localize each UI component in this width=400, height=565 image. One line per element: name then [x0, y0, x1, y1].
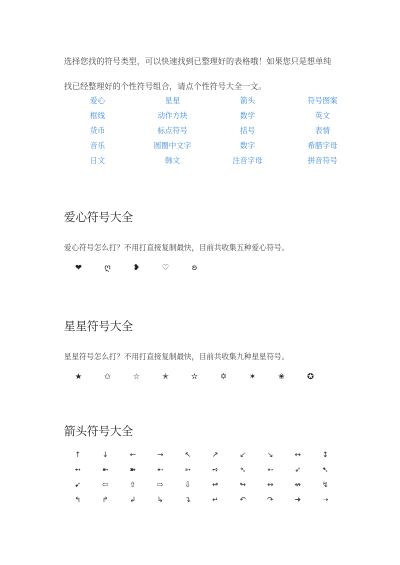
arrow-symbol[interactable]: ➝ [322, 495, 329, 504]
arrow-symbol[interactable]: ↫ [212, 480, 219, 489]
arrow-symbol[interactable]: ➳ [184, 465, 191, 474]
stars-description: 星星符号怎么打？不用打直接复制最快，目前共收集九种星星符号。 [64, 352, 289, 361]
category-link-stars[interactable]: 星星 [165, 96, 180, 105]
star-symbol[interactable]: ✩ [104, 372, 111, 381]
arrow-symbol-row [64, 447, 354, 462]
arrow-symbol[interactable]: ↙ [239, 450, 246, 459]
category-link-bopomofo[interactable]: 注音字母 [232, 156, 263, 165]
arrow-symbol[interactable]: ↖ [184, 450, 191, 459]
arrow-symbol[interactable]: ➽ [129, 465, 136, 474]
arrow-symbol-row [64, 477, 354, 492]
arrow-symbol[interactable]: ↗ [212, 450, 219, 459]
category-link-math[interactable]: 数学 [240, 111, 255, 120]
arrow-symbol[interactable]: ↰ [74, 495, 81, 504]
category-link-music[interactable]: 音乐 [90, 141, 105, 150]
category-link-brackets[interactable]: 括号 [240, 126, 255, 135]
arrows-symbol-grid [64, 447, 354, 507]
arrow-symbol[interactable]: ➜ [294, 495, 301, 504]
category-row [60, 93, 360, 108]
category-row [60, 108, 360, 123]
stars-symbol-row [64, 372, 354, 381]
arrow-symbol[interactable]: ➵ [267, 465, 274, 474]
arrow-symbol[interactable]: ➻ [74, 465, 81, 474]
arrow-symbol[interactable]: ➴ [239, 465, 246, 474]
hearts-heading: 爱心符号大全 [64, 210, 133, 224]
category-link-symbol-patterns[interactable]: 符号图案 [307, 96, 338, 105]
arrow-symbol[interactable]: ➷ [322, 465, 329, 474]
star-symbol[interactable]: ✫ [191, 372, 198, 381]
star-symbol[interactable]: ✪ [307, 372, 314, 381]
category-link-korean[interactable]: 韩文 [165, 156, 180, 165]
heart-symbol[interactable]: ღ [104, 263, 111, 272]
star-symbol[interactable]: ✭ [162, 372, 169, 381]
heart-symbol[interactable]: ❥ [133, 263, 140, 272]
arrows-section [64, 423, 354, 507]
arrow-symbol[interactable]: ⇦ [102, 480, 109, 489]
arrow-symbol[interactable]: ⇨ [157, 480, 164, 489]
arrow-symbol[interactable]: ↬ [239, 480, 246, 489]
arrow-symbol[interactable]: ➼ [102, 465, 109, 474]
category-link-numbers[interactable]: 数字 [240, 141, 255, 150]
star-symbol[interactable]: ✬ [278, 372, 285, 381]
star-symbol[interactable]: ✶ [249, 372, 256, 381]
category-row [60, 138, 360, 153]
arrow-symbol[interactable]: ↵ [212, 495, 219, 504]
hearts-description: 爱心符号怎么打？不用打直接复制最快，目前共收集五种爱心符号。 [64, 243, 289, 252]
heart-symbol[interactable]: ♡ [161, 263, 170, 272]
category-link-circled-text[interactable]: 圆圈中文字 [153, 141, 192, 150]
arrow-symbol[interactable]: ↭ [267, 480, 274, 489]
stars-section [64, 318, 354, 381]
arrow-symbol[interactable]: ← [129, 450, 136, 459]
category-link-currency[interactable]: 货币 [90, 126, 105, 135]
heart-symbol[interactable]: ❤ [75, 263, 82, 272]
category-link-arrows[interactable]: 箭头 [240, 96, 255, 105]
star-symbol[interactable]: ☆ [132, 372, 141, 381]
arrow-symbol[interactable]: ↓ [102, 450, 109, 459]
arrow-symbol-row [64, 462, 354, 477]
arrow-symbol[interactable]: ➹ [74, 480, 81, 489]
stars-heading: 星星符号大全 [64, 319, 133, 333]
category-row [60, 123, 360, 138]
arrow-symbol[interactable]: ⇩ [184, 480, 191, 489]
category-link-japanese[interactable]: 日文 [90, 156, 105, 165]
arrow-symbol[interactable]: ↶ [239, 495, 246, 504]
hearts-section [64, 209, 354, 272]
hearts-symbol-row [64, 263, 354, 272]
arrow-symbol[interactable]: ⇧ [129, 480, 136, 489]
category-link-punctuation[interactable]: 标点符号 [157, 126, 188, 135]
arrow-symbol[interactable]: ↷ [267, 495, 274, 504]
intro-line-1: 选择您找的符号类型，可以快速找到已整理好的表格哦！如果您只是想单纯 [64, 57, 332, 66]
arrow-symbol[interactable]: ↱ [102, 495, 109, 504]
category-link-hearts[interactable]: 爱心 [90, 96, 105, 105]
arrow-symbol[interactable]: ➸ [157, 465, 164, 474]
arrow-symbol[interactable]: ↘ [267, 450, 274, 459]
arrow-symbol[interactable]: ↑ [74, 450, 81, 459]
star-symbol[interactable]: ★ [74, 372, 83, 381]
arrow-symbol[interactable]: ↳ [157, 495, 164, 504]
intro-paragraph [64, 49, 354, 99]
category-link-english[interactable]: 英文 [315, 111, 330, 120]
category-link-pinyin[interactable]: 拼音符号 [307, 156, 338, 165]
arrow-symbol[interactable]: ↕ [322, 450, 329, 459]
arrow-symbol[interactable]: ↮ [294, 480, 301, 489]
intro-line-2: 找已经整理好的个性符号组合，请点个性符号大全一文。 [64, 82, 267, 91]
category-link-action-blocks[interactable]: 动作方块 [157, 111, 188, 120]
arrow-symbol[interactable]: ↯ [322, 480, 329, 489]
arrow-symbol[interactable]: ↔ [294, 450, 301, 459]
arrow-symbol[interactable]: ↲ [129, 495, 136, 504]
arrow-symbol[interactable]: ➺ [212, 465, 219, 474]
category-row [60, 153, 360, 168]
arrow-symbol-row [64, 492, 354, 507]
category-link-table [60, 93, 360, 168]
arrows-heading: 箭头符号大全 [64, 424, 133, 438]
arrow-symbol[interactable]: ↴ [184, 495, 191, 504]
arrow-symbol[interactable]: → [157, 450, 164, 459]
category-link-emoticons[interactable]: 表情 [315, 126, 330, 135]
star-symbol[interactable]: ✡ [220, 372, 227, 381]
heart-symbol[interactable]: ʚ [191, 263, 198, 272]
arrow-symbol[interactable]: ➶ [294, 465, 301, 474]
category-link-box-lines[interactable]: 框线 [90, 111, 105, 120]
category-link-greek[interactable]: 希腊字母 [307, 141, 338, 150]
